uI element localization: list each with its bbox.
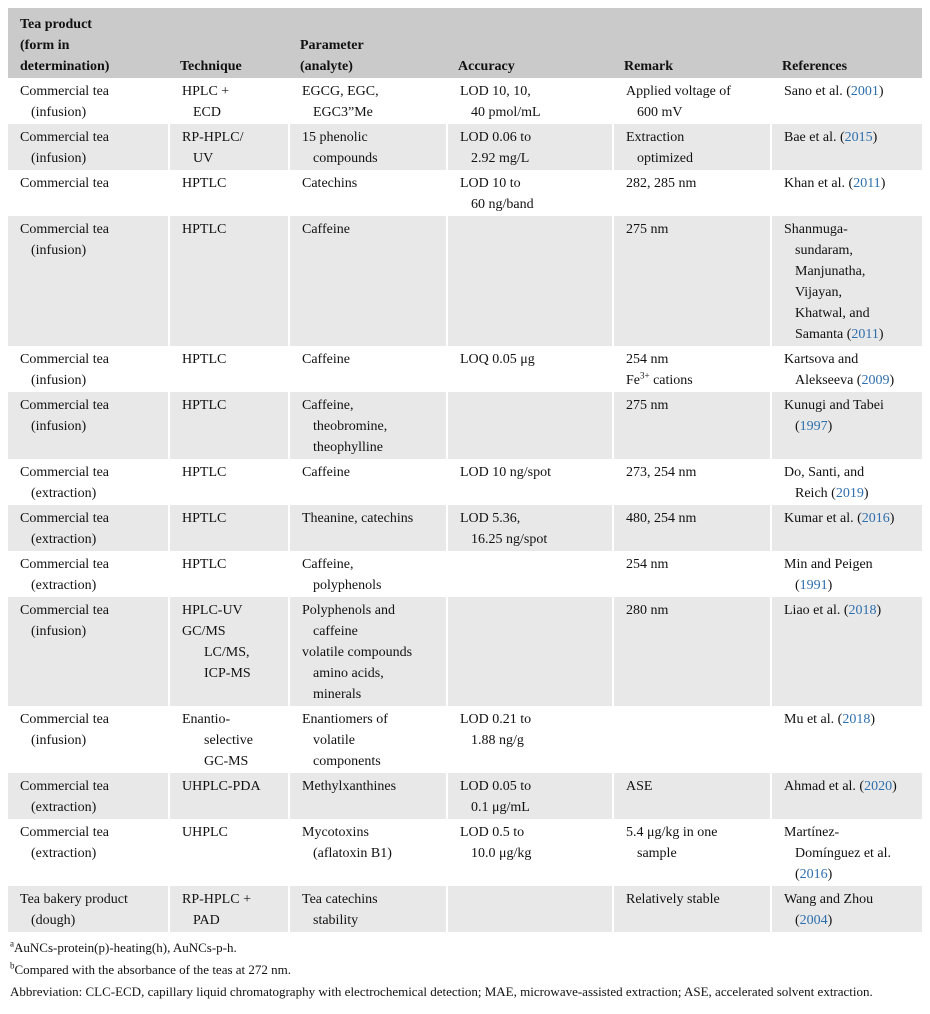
cell-line: sundaram,	[795, 243, 853, 258]
cell-parameter	[288, 819, 446, 886]
footnote-marker: a	[10, 938, 14, 949]
cell-reference	[770, 505, 922, 551]
cell-line: Extraction	[626, 130, 685, 145]
cell-line: (extraction)	[31, 578, 97, 593]
cell-technique	[168, 505, 288, 551]
cell-line: Commercial tea	[20, 130, 110, 145]
cell-line: Tea bakery product	[20, 892, 128, 907]
cell-line: Samanta (2011)	[795, 327, 884, 342]
table-row	[8, 706, 922, 773]
cell-line: (dough)	[31, 913, 76, 928]
cell-parameter	[288, 551, 446, 597]
cell-parameter	[288, 706, 446, 773]
cell-product	[8, 773, 168, 819]
cell-line: (1991)	[795, 578, 833, 593]
cell-line: HPTLC	[182, 511, 227, 526]
cell-line: 10.0 μg/kg	[471, 846, 532, 861]
footnote-text: Abbreviation: CLC-ECD, capillary liquid chromatography with electrochemical detection; MAE, microwave-assisted extraction; ASE, accelerated solvent extraction.	[10, 984, 873, 999]
cell-line: Liao et al. (2018)	[784, 603, 882, 618]
cell-technique	[168, 773, 288, 819]
cell-line: (infusion)	[31, 419, 87, 434]
cell-line: Do, Santi, and	[784, 465, 865, 480]
citation-year-link[interactable]: 2020	[864, 779, 893, 794]
cell-line: stability	[313, 913, 359, 928]
cell-line: Commercial tea	[20, 352, 110, 367]
table-row	[8, 392, 922, 459]
cell-line: sample	[637, 846, 677, 861]
cell-remark	[612, 459, 770, 505]
cell-technique	[168, 706, 288, 773]
cell-technique	[168, 124, 288, 170]
cell-line: GC/MS	[182, 624, 226, 639]
cell-line: Enantiomers of	[302, 712, 388, 727]
table-row	[8, 216, 922, 346]
cell-line: 480, 254 nm	[626, 511, 697, 526]
footnote-text: Compared with the absorbance of the teas at 272 nm.	[14, 962, 292, 977]
cell-line: LC/MS,	[204, 645, 250, 660]
cell-line: (infusion)	[31, 105, 87, 120]
cell-line: LOD 10 ng/spot	[460, 465, 551, 480]
header-row	[8, 8, 922, 78]
cell-reference	[770, 346, 922, 392]
cell-reference	[770, 459, 922, 505]
cell-parameter	[288, 78, 446, 124]
cell-line: Caffeine,	[302, 557, 354, 572]
footnote-marker: b	[10, 960, 15, 971]
cell-line: LOD 0.21 to	[460, 712, 532, 727]
cell-line: UHPLC-PDA	[182, 779, 261, 794]
cell-line: HPLC +	[182, 84, 230, 99]
citation-year-link[interactable]: 2011	[853, 176, 881, 191]
cell-parameter	[288, 597, 446, 706]
cell-technique	[168, 392, 288, 459]
cell-parameter	[288, 459, 446, 505]
cell-accuracy	[446, 706, 612, 773]
cell-line: UV	[193, 151, 214, 166]
table-body	[8, 78, 922, 932]
table-row	[8, 78, 922, 124]
cell-line: Caffeine	[302, 352, 350, 367]
cell-line: Martínez-	[784, 825, 840, 840]
cell-line: amino acids,	[313, 666, 384, 681]
cell-parameter	[288, 773, 446, 819]
tea-analysis-table	[8, 8, 922, 932]
cell-line: Enantio-	[182, 712, 231, 727]
cell-line: 15 phenolic	[302, 130, 368, 145]
cell-line: compounds	[313, 151, 378, 166]
cell-line: Mycotoxins	[302, 825, 369, 840]
cell-accuracy	[446, 459, 612, 505]
column-header-product	[8, 8, 168, 78]
header-line: (analyte)	[300, 59, 353, 74]
cell-remark	[612, 124, 770, 170]
cell-remark	[612, 819, 770, 886]
table-row	[8, 124, 922, 170]
cell-line: Ahmad et al. (2020)	[784, 779, 897, 794]
citation-year-link[interactable]: 2018	[848, 603, 877, 618]
header-line: References	[782, 59, 848, 74]
cell-remark	[612, 597, 770, 706]
cell-line: 275 nm	[626, 398, 669, 413]
cell-reference	[770, 216, 922, 346]
cell-parameter	[288, 505, 446, 551]
citation-year-link[interactable]: 2015	[844, 130, 873, 145]
cell-reference	[770, 124, 922, 170]
column-header-accuracy	[446, 8, 612, 78]
cell-reference	[770, 819, 922, 886]
cell-line: Commercial tea	[20, 603, 110, 618]
citation-year-link[interactable]: 2016	[861, 511, 890, 526]
cell-line: Manjunatha,	[795, 264, 866, 279]
cell-line: Khan et al. (2011)	[784, 176, 886, 191]
cell-line: Commercial tea	[20, 465, 110, 480]
cell-line: PAD	[193, 913, 220, 928]
cell-parameter	[288, 392, 446, 459]
cell-line: Sano et al. (2001)	[784, 84, 884, 99]
header-line: Tea product	[20, 17, 92, 32]
cell-accuracy	[446, 170, 612, 216]
cell-product	[8, 551, 168, 597]
cell-line: selective	[204, 733, 253, 748]
cell-product	[8, 124, 168, 170]
cell-line: 60 ng/band	[471, 197, 534, 212]
cell-line: HPTLC	[182, 557, 227, 572]
header-line: Accuracy	[458, 59, 515, 74]
footnotes	[8, 932, 922, 1003]
cell-line: RP-HPLC/	[182, 130, 244, 145]
cell-accuracy	[446, 819, 612, 886]
cell-line: 273, 254 nm	[626, 465, 697, 480]
cell-line: 2.92 mg/L	[471, 151, 530, 166]
cell-technique	[168, 78, 288, 124]
citation-year-link[interactable]: 2011	[851, 327, 879, 342]
cell-technique	[168, 170, 288, 216]
cell-line: Mu et al. (2018)	[784, 712, 875, 727]
cell-remark	[612, 78, 770, 124]
cell-line: ECD	[193, 105, 221, 120]
cell-technique	[168, 459, 288, 505]
header-line: (form in	[20, 38, 70, 53]
citation-year-link[interactable]: 1991	[799, 578, 828, 593]
cell-line: 254 nm	[626, 352, 669, 367]
cell-line: Commercial tea	[20, 712, 110, 727]
cell-line: EGC3”Me	[313, 105, 373, 120]
header-line: Remark	[624, 59, 673, 74]
header-line: Parameter	[300, 38, 364, 53]
cell-product	[8, 459, 168, 505]
cell-line: LOD 5.36,	[460, 511, 521, 526]
cell-line: Polyphenols and	[302, 603, 395, 618]
cell-line: (infusion)	[31, 243, 87, 258]
table-header	[8, 8, 922, 78]
cell-reference	[770, 706, 922, 773]
cell-line: UHPLC	[182, 825, 228, 840]
cell-line: 280 nm	[626, 603, 669, 618]
cell-line: HPLC-UV	[182, 603, 243, 618]
footnote	[10, 959, 920, 981]
cell-line: LOD 10 to	[460, 176, 521, 191]
table-row	[8, 459, 922, 505]
cell-accuracy	[446, 78, 612, 124]
cell-remark	[612, 773, 770, 819]
cell-parameter	[288, 170, 446, 216]
cell-line: Commercial tea	[20, 557, 110, 572]
cell-line: (2004)	[795, 913, 833, 928]
citation-year-link[interactable]: 2019	[835, 486, 864, 501]
cell-line: (aflatoxin B1)	[313, 846, 392, 861]
cell-line: (infusion)	[31, 733, 87, 748]
cell-line: HPTLC	[182, 176, 227, 191]
cell-reference	[770, 78, 922, 124]
cell-reference	[770, 773, 922, 819]
table-row	[8, 597, 922, 706]
cell-line: GC-MS	[204, 754, 249, 769]
header-line: determination)	[20, 59, 110, 74]
cell-product	[8, 505, 168, 551]
cell-line: Kumar et al. (2016)	[784, 511, 895, 526]
cell-line: (extraction)	[31, 800, 97, 815]
cell-line: Vijayan,	[795, 285, 842, 300]
cell-technique	[168, 216, 288, 346]
table-row	[8, 346, 922, 392]
cell-product	[8, 706, 168, 773]
cell-parameter	[288, 124, 446, 170]
cell-line: Shanmuga-	[784, 222, 848, 237]
cell-line: 275 nm	[626, 222, 669, 237]
cell-technique	[168, 819, 288, 886]
cell-accuracy	[446, 346, 612, 392]
cell-remark	[612, 551, 770, 597]
cell-remark	[612, 392, 770, 459]
cell-line: theophylline	[313, 440, 383, 455]
cell-line: 0.1 μg/mL	[471, 800, 530, 815]
cell-remark	[612, 216, 770, 346]
cell-line: (extraction)	[31, 486, 97, 501]
cell-accuracy	[446, 886, 612, 932]
cell-line: Commercial tea	[20, 222, 110, 237]
cell-remark	[612, 505, 770, 551]
citation-year-link[interactable]: 2004	[799, 913, 828, 928]
table-row	[8, 551, 922, 597]
cell-line: Commercial tea	[20, 84, 110, 99]
table-row	[8, 819, 922, 886]
cell-accuracy	[446, 773, 612, 819]
cell-line: ASE	[626, 779, 653, 794]
cell-line: theobromine,	[313, 419, 388, 434]
cell-parameter	[288, 216, 446, 346]
cell-line: EGCG, EGC,	[302, 84, 379, 99]
cell-reference	[770, 170, 922, 216]
cell-product	[8, 346, 168, 392]
cell-line: LOQ 0.05 μg	[460, 352, 535, 367]
cell-line: 5.4 μg/kg in one	[626, 825, 718, 840]
cell-reference	[770, 551, 922, 597]
cell-line: Applied voltage of	[626, 84, 731, 99]
cell-product	[8, 78, 168, 124]
cell-line: HPTLC	[182, 465, 227, 480]
cell-line: (extraction)	[31, 532, 97, 547]
footnote	[10, 937, 920, 959]
table-row	[8, 886, 922, 932]
cell-line: Kunugi and Tabei	[784, 398, 884, 413]
cell-line: (1997)	[795, 419, 833, 434]
cell-line: components	[313, 754, 381, 769]
cell-accuracy	[446, 597, 612, 706]
table-row	[8, 505, 922, 551]
cell-product	[8, 886, 168, 932]
cell-line: polyphenols	[313, 578, 382, 593]
cell-line: caffeine	[313, 624, 358, 639]
cell-line: LOD 10, 10,	[460, 84, 531, 99]
cell-line: Catechins	[302, 176, 358, 191]
cell-line: Bae et al. (2015)	[784, 130, 878, 145]
cell-reference	[770, 392, 922, 459]
cell-line: HPTLC	[182, 222, 227, 237]
cell-accuracy	[446, 551, 612, 597]
table-row	[8, 170, 922, 216]
cell-technique	[168, 886, 288, 932]
cell-line: (infusion)	[31, 373, 87, 388]
cell-remark	[612, 346, 770, 392]
cell-line: Min and Peigen	[784, 557, 873, 572]
cell-parameter	[288, 346, 446, 392]
cell-parameter	[288, 886, 446, 932]
cell-product	[8, 170, 168, 216]
cell-line: 40 pmol/mL	[471, 105, 541, 120]
cell-line: $Fe^{3+}$ cations	[626, 370, 693, 388]
cell-line: Commercial tea	[20, 825, 110, 840]
column-header-references	[770, 8, 922, 78]
cell-line: Alekseeva (2009)	[795, 373, 895, 388]
cell-accuracy	[446, 392, 612, 459]
cell-line: LOD 0.5 to	[460, 825, 525, 840]
cell-line: 1.88 ng/g	[471, 733, 524, 748]
cell-technique	[168, 551, 288, 597]
cell-remark	[612, 706, 770, 773]
cell-remark	[612, 170, 770, 216]
column-header-remark	[612, 8, 770, 78]
cell-line: optimized	[637, 151, 693, 166]
cell-line: RP-HPLC +	[182, 892, 251, 907]
cell-line: Khatwal, and	[795, 306, 870, 321]
citation-year-link[interactable]: 2016	[799, 867, 828, 882]
cell-line: minerals	[313, 687, 362, 702]
cell-line: Commercial tea	[20, 398, 110, 413]
cell-line: (2016)	[795, 867, 833, 882]
cell-line: 282, 285 nm	[626, 176, 697, 191]
cell-line: Caffeine	[302, 465, 350, 480]
table-row	[8, 773, 922, 819]
cell-line: (infusion)	[31, 624, 87, 639]
citation-year-link[interactable]: 2009	[861, 373, 890, 388]
cell-line: Tea catechins	[302, 892, 378, 907]
cell-line: HPTLC	[182, 398, 227, 413]
cell-line: (infusion)	[31, 151, 87, 166]
cell-line: Wang and Zhou	[784, 892, 874, 907]
column-header-technique	[168, 8, 288, 78]
cell-line: Theanine, catechins	[302, 511, 414, 526]
cell-line: (extraction)	[31, 846, 97, 861]
cell-line: Kartsova and	[784, 352, 859, 367]
cell-line: Domínguez et al.	[795, 846, 892, 861]
citation-year-link[interactable]: 2018	[842, 712, 871, 727]
cell-line: LOD 0.06 to	[460, 130, 532, 145]
cell-product	[8, 392, 168, 459]
cell-line: 16.25 ng/spot	[471, 532, 548, 547]
cell-product	[8, 597, 168, 706]
footnote	[10, 981, 920, 1003]
cell-line: 254 nm	[626, 557, 669, 572]
cell-line: Commercial tea	[20, 779, 110, 794]
cell-line: volatile	[313, 733, 355, 748]
cell-line: Methylxanthines	[302, 779, 397, 794]
cell-reference	[770, 597, 922, 706]
cell-product	[8, 819, 168, 886]
cell-line: 600 mV	[637, 105, 683, 120]
citation-year-link[interactable]: 2001	[850, 84, 879, 99]
cell-line: volatile compounds	[302, 645, 413, 660]
cell-accuracy	[446, 124, 612, 170]
cell-line: Commercial tea	[20, 511, 110, 526]
cell-reference	[770, 886, 922, 932]
cell-line: Caffeine	[302, 222, 350, 237]
cell-line: HPTLC	[182, 352, 227, 367]
cell-line: LOD 0.05 to	[460, 779, 532, 794]
cell-line: Reich (2019)	[795, 486, 869, 501]
citation-year-link[interactable]: 1997	[799, 419, 828, 434]
cell-technique	[168, 597, 288, 706]
column-header-parameter	[288, 8, 446, 78]
cell-line: Relatively stable	[626, 892, 720, 907]
cell-product	[8, 216, 168, 346]
cell-remark	[612, 886, 770, 932]
cell-technique	[168, 346, 288, 392]
cell-line: ICP-MS	[204, 666, 251, 681]
cell-line: Commercial tea	[20, 176, 110, 191]
cell-line: Caffeine,	[302, 398, 354, 413]
footnote-text: AuNCs-protein(p)-heating(h), AuNCs-p-h.	[14, 940, 237, 955]
cell-accuracy	[446, 505, 612, 551]
cell-accuracy	[446, 216, 612, 346]
header-line: Technique	[180, 59, 242, 74]
